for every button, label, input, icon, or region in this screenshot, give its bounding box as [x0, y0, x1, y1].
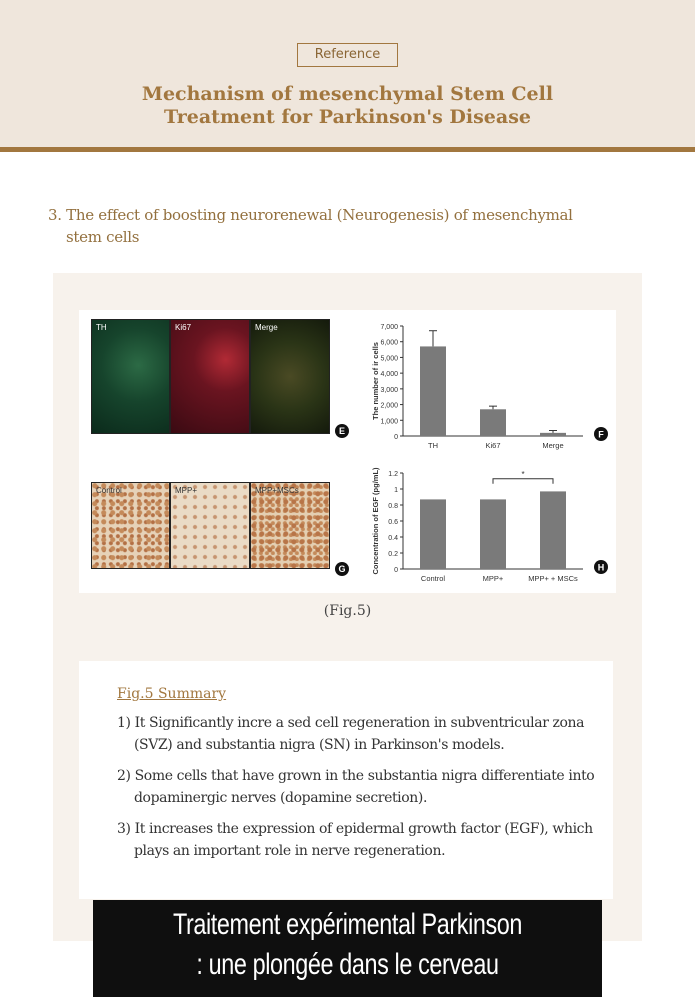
panel-badge-label: H	[597, 562, 605, 573]
micrograph-ki67	[170, 319, 250, 434]
bar	[540, 491, 566, 569]
figure-caption: (Fig.5)	[323, 603, 372, 619]
y-tick-label: 3,000	[380, 386, 398, 394]
bar	[480, 499, 506, 569]
panel-badge-e: E	[335, 424, 349, 438]
chart-h	[368, 465, 608, 591]
bar	[540, 433, 566, 436]
x-tick-label: Merge	[542, 441, 564, 450]
x-tick-label: TH	[428, 441, 438, 450]
summary-item: 2) Some cells that have grown in the substantia nigra differentiate into dopaminergic nerves (dopamine secretion).	[117, 768, 595, 806]
histology-label: MPP+MSCs	[255, 486, 299, 495]
x-tick-label: MPP+	[482, 574, 504, 583]
micrograph-label: Ki67	[175, 323, 192, 332]
y-tick-label: 7,000	[380, 324, 398, 331]
bar	[420, 346, 446, 436]
micrograph-th	[91, 319, 170, 434]
summary-item: 1) It Significantly incre a sed cell regeneration in subventricular zona (SVZ) and substantia nigra (SN) in Parkinson's models.	[117, 715, 585, 753]
x-tick-label: Control	[420, 574, 446, 583]
y-axis-label: The number of ir cells	[371, 342, 380, 420]
x-tick-label: MPP+ + MSCs	[528, 574, 578, 583]
significance-bracket	[493, 479, 553, 484]
overlay-title	[149, 905, 546, 985]
page-title-line-1: Mechanism of mesenchymal Stem Cell	[141, 83, 554, 105]
significance-mark: *	[521, 469, 525, 479]
bar	[420, 499, 446, 569]
section-heading-line-1: 3. The effect of boosting neurorenewal (Neurogenesis) of mesenchymal	[48, 206, 573, 224]
summary-list	[117, 712, 597, 871]
overlay-title-line-2: : une plongée dans le cerveau	[196, 948, 499, 981]
reference-tag: Reference	[297, 43, 398, 67]
y-tick-label: 0.2	[388, 551, 398, 558]
micrograph-label: TH	[96, 323, 107, 332]
section-heading	[48, 204, 628, 248]
y-tick-label: 0.4	[388, 535, 398, 542]
histology-mpp	[170, 482, 250, 569]
y-tick-label: 0	[394, 434, 398, 441]
histology-mpp-mscs	[250, 482, 330, 569]
histology-label: MPP+	[175, 486, 198, 495]
y-tick-label: 0	[394, 567, 398, 574]
y-tick-label: 4,000	[380, 371, 398, 379]
section-heading-line-2: stem cells	[66, 228, 140, 246]
y-tick-label: 6,000	[380, 339, 398, 347]
panel-badge-label: F	[598, 429, 604, 440]
page-title	[0, 83, 695, 129]
overlay-title-line-1: Traitement expérimental Parkinson	[172, 908, 523, 941]
header-divider	[0, 147, 695, 152]
page-title-line-2: Treatment for Parkinson's Disease	[164, 106, 531, 128]
y-tick-label: 2,000	[380, 402, 398, 410]
histology-control	[91, 482, 170, 569]
micrograph-merge	[250, 319, 330, 434]
y-tick-label: 0.6	[388, 519, 398, 526]
summary-title: Fig.5 Summary	[117, 686, 227, 702]
panel-badge-g: G	[335, 562, 349, 576]
y-tick-label: 1.2	[388, 471, 398, 478]
y-tick-label: 1	[394, 487, 398, 494]
histology-label: Control	[96, 486, 122, 495]
figure-5	[79, 310, 616, 593]
chart-f	[368, 314, 608, 464]
bar	[480, 409, 506, 436]
summary-item: 3) It increases the expression of epidermal growth factor (EGF), which plays an important role in nerve regeneration.	[117, 821, 593, 859]
y-tick-label: 5,000	[380, 355, 398, 363]
y-tick-label: 1,000	[380, 418, 398, 426]
y-tick-label: 0.8	[388, 503, 398, 510]
x-tick-label: Ki67	[485, 441, 501, 450]
y-axis-label: Concentration of EGF (pg/mL)	[371, 467, 380, 575]
micrograph-label: Merge	[255, 323, 278, 332]
